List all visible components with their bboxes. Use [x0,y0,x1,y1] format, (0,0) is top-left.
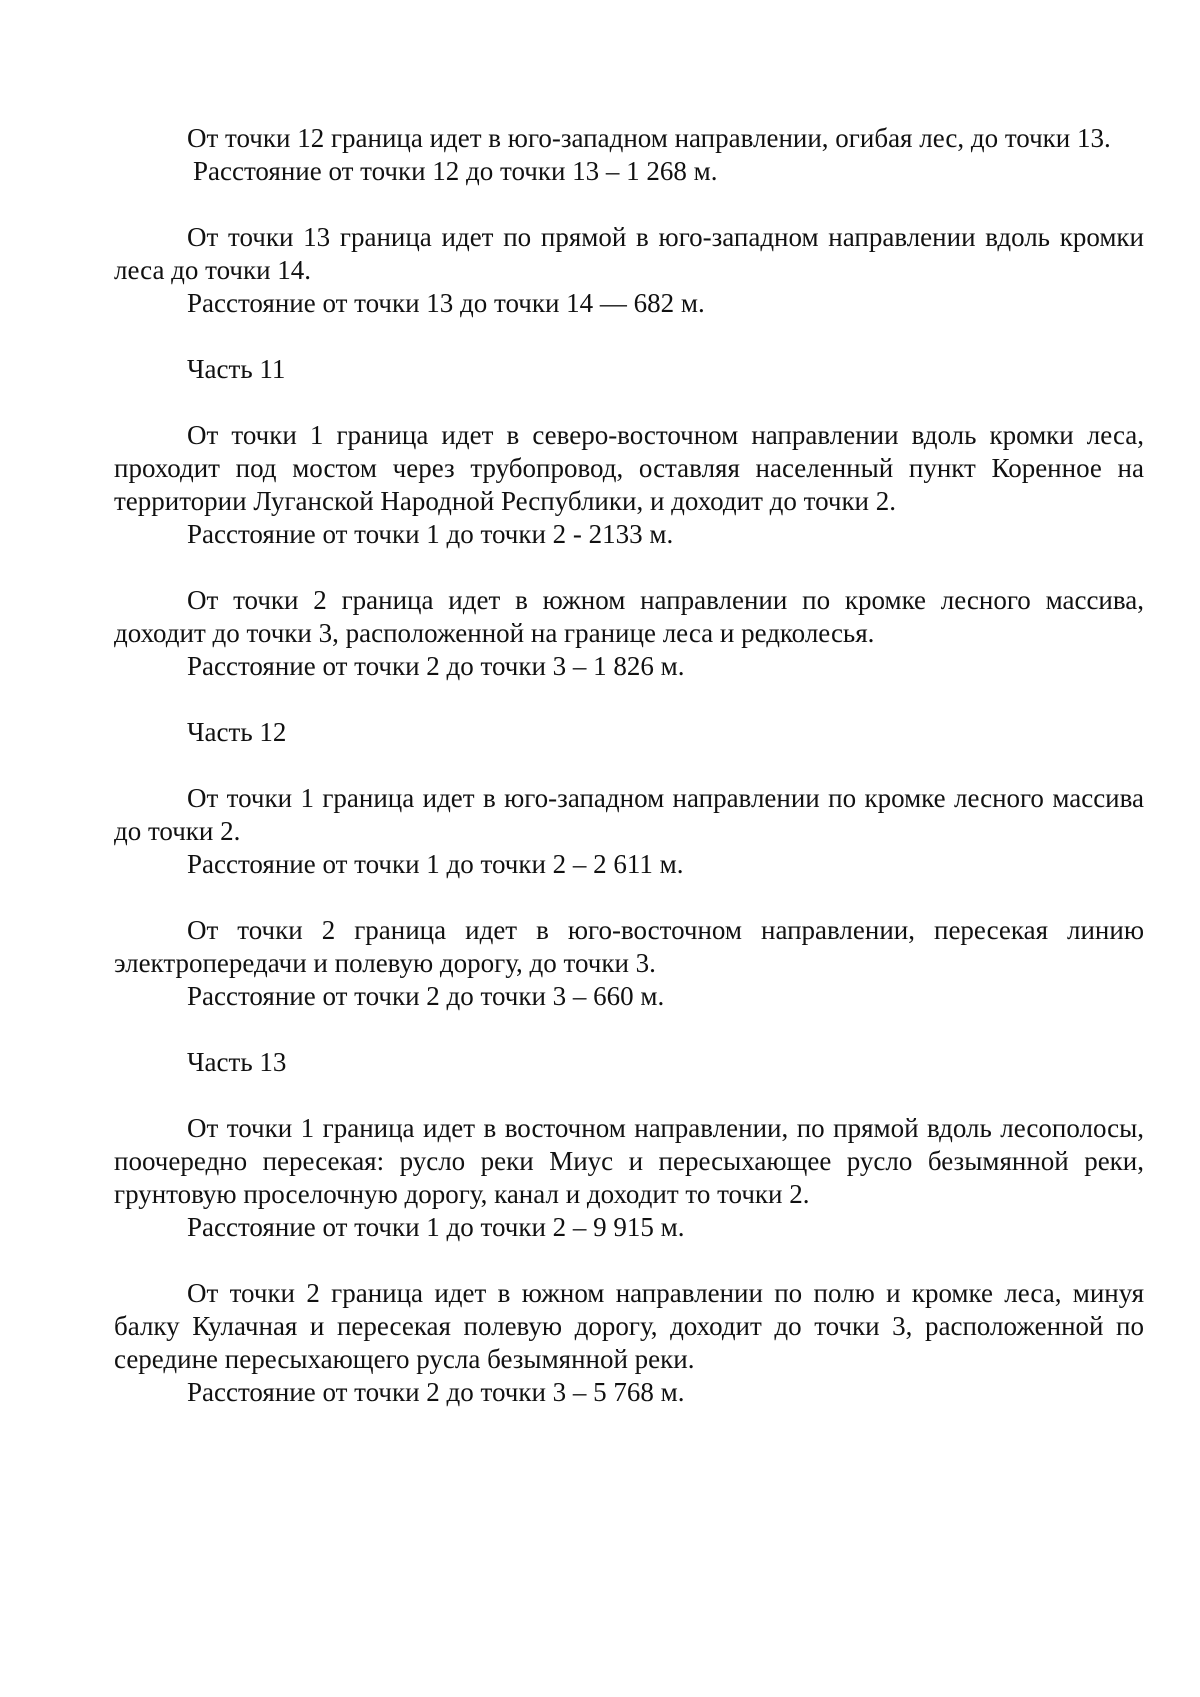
distance-part13-1-2: Расстояние от точки 1 до точки 2 – 9 915 м. [187,1212,685,1242]
spacer [114,188,1144,221]
spacer [114,881,1144,914]
paragraph-part13-point-1-2: От точки 1 граница идет в восточном направлении, по прямой вдоль лесополосы, поочередно пересекая: русло реки Миус и пересыхающее русло безымянной реки, грунтовую проселочную дорогу, канал и доходит то точки 2. [114,1113,1144,1209]
paragraph-point-12-13: От точки 12 граница идет в юго-западном направлении, огибая лес, до точки 13. [187,123,1111,153]
distance-part11-1-2: Расстояние от точки 1 до точки 2 - 2133 м. [187,519,674,549]
spacer [114,320,1144,353]
paragraph-part11-point-1-2: От точки 1 граница идет в северо-восточном направлении вдоль кромки леса, проходит под мостом через трубопровод, оставляя населенный пункт Коренное на территории Луганской Народной Республики, и доходит до точки 2. [114,420,1144,516]
distance-13-14: Расстояние от точки 13 до точки 14 — 682 м. [187,288,705,318]
paragraph-part13-point-2-3: От точки 2 граница идет в южном направлении по полю и кромке леса, минуя балку Кулачная и пересекая полевую дорогу, доходит до точки 3, расположенной по середине пересыхающего русла безымянной реки. [114,1278,1144,1374]
document-body [114,122,1144,1409]
section-heading-part-12: Часть 12 [187,717,287,747]
spacer [114,1013,1144,1046]
paragraph-part11-point-2-3: От точки 2 граница идет в южном направлении по кромке лесного массива, доходит до точки 3, расположенной на границе леса и редколесья. [114,585,1144,648]
paragraph-part12-point-1-2: От точки 1 граница идет в юго-западном направлении по кромке лесного массива до точки 2. [114,783,1144,846]
spacer [114,1244,1144,1277]
paragraph-point-13-14: От точки 13 граница идет по прямой в юго-западном направлении вдоль кромки леса до точки 14. [114,222,1144,285]
section-heading-part-11: Часть 11 [187,354,286,384]
distance-part12-1-2: Расстояние от точки 1 до точки 2 – 2 611 м. [187,849,684,879]
distance-part12-2-3: Расстояние от точки 2 до точки 3 – 660 м. [187,981,665,1011]
distance-part13-2-3: Расстояние от точки 2 до точки 3 – 5 768 м. [187,1377,685,1407]
spacer [114,683,1144,716]
section-heading-part-13: Часть 13 [187,1047,287,1077]
spacer [114,1079,1144,1112]
distance-part11-2-3: Расстояние от точки 2 до точки 3 – 1 826 м. [187,651,685,681]
paragraph-part12-point-2-3: От точки 2 граница идет в юго-восточном направлении, пересекая линию электропередачи и полевую дорогу, до точки 3. [114,915,1144,978]
spacer [114,386,1144,419]
distance-12-13: Расстояние от точки 12 до точки 13 – 1 268 м. [193,156,718,186]
spacer [114,749,1144,782]
spacer [114,551,1144,584]
